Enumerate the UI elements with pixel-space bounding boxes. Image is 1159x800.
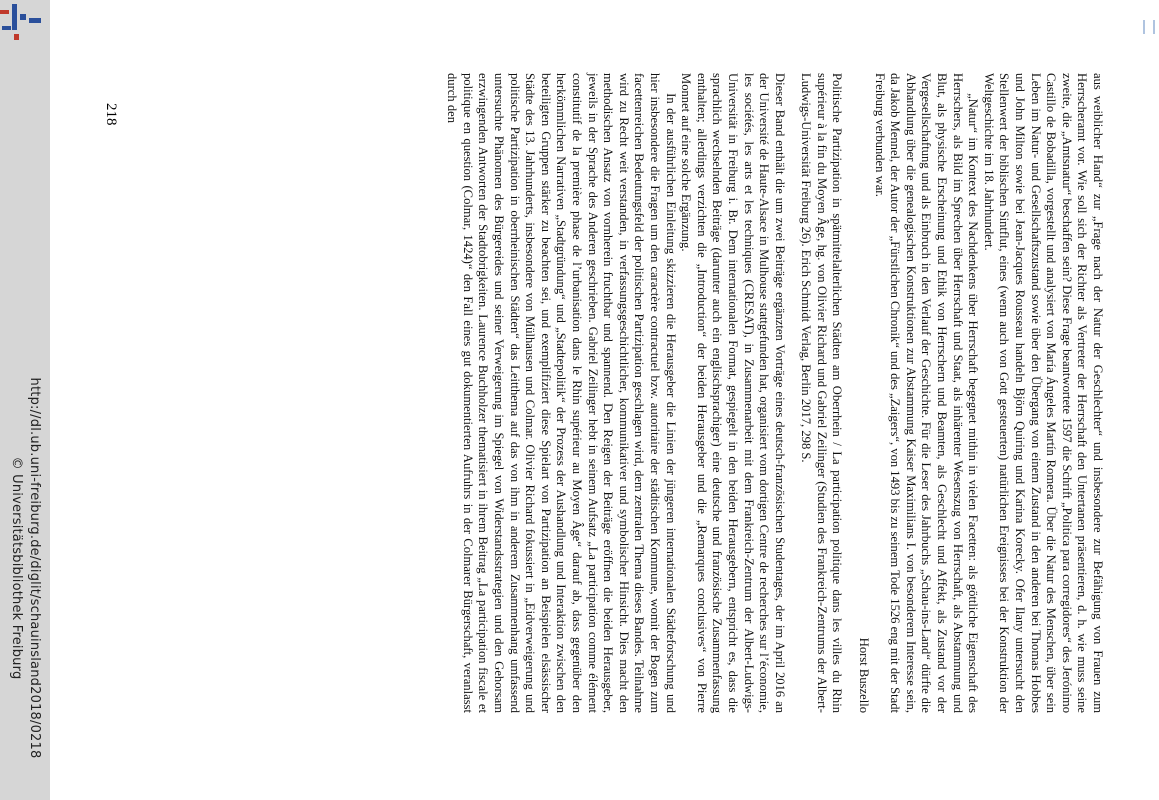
permalink-url[interactable]: http://dl.ub.uni-freiburg.de/diglit/schauinsland2018/0218 [27, 377, 42, 759]
review1-paragraph-2: „Natur“ im Kontext des Nachdenkens über Herrschaft begegnet mithin in vielen Facetten: als göttliche Eigenschaft des Herrschers, als Bild im Sprechen über Herrschaft und Staat, als inhärenter Wesenszug von Herrschaft, als Abstammung und Blut, als physische Erscheinung und Ethik von Herrschern und Beamten, als Geschlecht und Affekt, als Zustand vor der Vergesellschaftung und als Einbruch in den Verlauf der Geschichte. Für die Leser des Jahrbuchs „Schau-ins-Land“ dürfte die Abhandlung über die genealogischen Konstruktionen zur Abstammung Kaiser Maximilians I. von besonderem Interesse sein, da Jakob Mennel, der Autor der „Fürstlichen Chronik“ und des „Zaigers“, von 1493 bis zu seinem Tode 1526 eng mit der Stadt Freiburg verbunden war. [872, 73, 981, 713]
viewer-sidebar [0, 0, 50, 800]
review2-paragraph-1: Dieser Band enthält die um zwei Beiträge ergänzten Vorträge eines deutsch-französischen Studentages, der im April 2016 an der Université de Haute-Alsace in Mulhouse stattgefunden hat, organisiert vom dortigen Centre de recherches sur l’économie, les sociétés, les arts et les techniques (CRESAT), in Zusammenarbeit mit dem Frankreich-Zentrum der Albert-Ludwigs-Universität in Freiburg i. Br. Dem internationalen Format, gespiegelt in den beiden Herausgebern, entspricht es, dass die sprachlich wechselnden Beiträge (darunter auch ein englischsprachiger) eine deutsche und französische Zusammenfassung enthalten; allerdings verzichten die „Introduction“ der beiden Herausgeber und die „Remarques conclusives“ von Pierre Monnet auf eine solche Ergänzung. [679, 73, 787, 713]
corner-marker-icon [1143, 20, 1155, 34]
page-body [444, 73, 1105, 713]
review2-citation: Politische Partizipation in spätmittelalterlichen Städten am Oberrhein / La participation politique dans les villes du Rhin supérieur à la fin du Moyen Âge, hg. von Olivier Richard und Gabriel Zeilinger (Studien des Frankreich-Zentrums der Albert-Ludwigs-Universität Freiburg 26). Erich Schmidt Verlag, Berlin 2017, 298 S. [799, 73, 845, 713]
permalink-block [7, 358, 43, 778]
page-number: 218 [103, 103, 119, 126]
review1-author: Horst Buszello [857, 637, 872, 713]
review2-paragraph-2: In der ausführlichen Einleitung skizzieren die Herausgeber die Linien der jüngeren internationalen Städteforschung und hier insbesondere die Fragen um den caractère contractuel bzw. autoritaire der städtischen Kommune, womit der Bogen zum facettenreichen Bedeutungsfeld der politischen Partizipation geschlagen wird, dem zentralen Thema dieses Bandes. Teilnahme wird zu Recht weit verstanden, in verfassungsgeschichtlicher, kommunikativer und symbolischer Hinsicht. Dies macht den methodischen Ansatz von vornherein fruchtbar und spannend. Den Reigen der Beiträge eröffnen die beiden Herausgeber, jeweils in der Sprache des Anderen geschrieben. Gabriel Zeilinger hebt in seinem Aufsatz „La participation comme élément constitutif de la première phase de l’urbanisation dans le Rhin supérieur au Moyen Âge“ darauf ab, dass gegenüber den herkömmlichen Narrativen „Stadtgründung“ und „Stadtepolitik“ der Prozess der Aushandlung und Interaktion zwischen den beteiligten Gruppen stärker zu beachten sei, und exemplifiziert diese Spielart von Partizipation an Beispielen elsässischer Städte des 13. Jahrhunderts, insbesondere von Mülhausen und Colmar. Olivier Richard fokussiert in „Eidverweigerung und politische Partizipation in oberrheinischen Städten“ das Leitthema auf das von ihm in anderem Zusammenhang umfassend untersuchte Phänomen des Bürgereides und seiner Verweigerung im Spiegel von Widerstandsstrategien und den Gehorsam erzwingenden Antworten der Stadtobrigkeiten. Laurence Buchholzer thematisiert in ihrem Beitrag „La participation fiscale et politique en question (Colmar, 1424)“ den Fall eines gut dokumentierten Aufruhrs in der Colmarer Bürgerschaft, veranlasst durch den [445, 73, 678, 713]
review1-paragraph-1: aus weiblicher Hand“ zur „Frage nach der Natur der Geschlechter“ und insbesondere zur Befähigung von Frauen zum Herrscheramt vor. Wie soll sich der Richter als Vertreter der Herrschaft den Untertanen präsentieren, d. h. wie muss seine zweite, die „Amtsnatur“ beschaffen sein? Diese Frage beantwortete 1597 die Schrift „Politica para corregidores“ des Jerónimo Castillo de Bobadilla, vorgestellt und analysiert von María Ángeles Martín Romera. Über die Natur des Menschen, über sein Leben im Natur- und Gesellschaftszustand sowie über den Übergang von einem Zustand in den anderen bei Thomas Hobbes und John Milton sowie bei Jean-Jacques Rousseau handeln Björn Quiring und Karina Korecky. Ofer Ilany untersucht den Stellenwert der biblischen Sintflut, eines (wenn auch von Gott gesteuerten) natürlichen Ereignisses bei der Konstruktion der Weltgeschichte im 18. Jahrhundert. [981, 73, 1105, 713]
copyright-notice: © Universitätsbibliothek Freiburg [9, 456, 24, 680]
scanned-page [105, 73, 1105, 713]
